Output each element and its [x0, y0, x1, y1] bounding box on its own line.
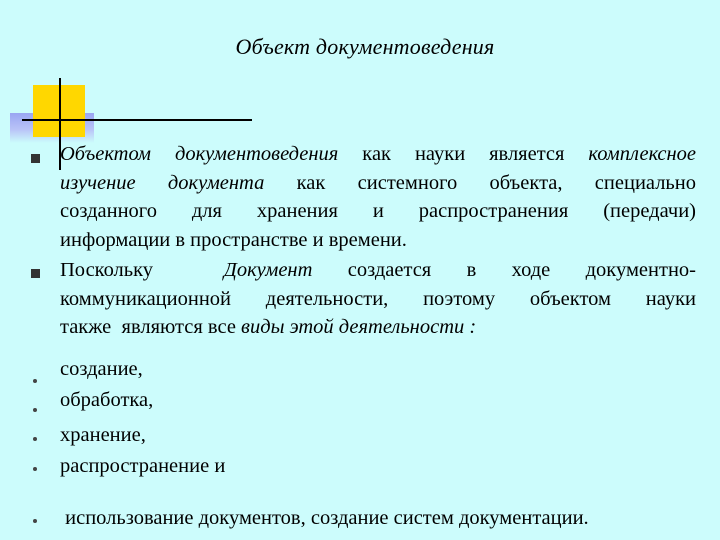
text-line [60, 226, 696, 255]
paragraph-reason [60, 256, 696, 342]
list-item: хранение, [60, 424, 146, 446]
text-line [60, 140, 696, 169]
list-item: обработка, [60, 389, 154, 411]
square-bullet-icon [31, 269, 40, 278]
paragraph-definition [60, 140, 696, 254]
slide-title: Объект документоведения [235, 34, 495, 59]
square-bullet-icon [31, 154, 40, 163]
italic-term: Объектом документоведения [60, 143, 339, 165]
italic-term: Документ [223, 259, 313, 281]
text-fragment: как науки является [338, 143, 589, 165]
text-fragment: информации в пространстве и времени. [60, 228, 407, 251]
text-fragment: созданного для хранения и распространения (передачи) [60, 200, 696, 222]
text-fragment: также являются все [60, 316, 242, 338]
text-line [60, 256, 696, 285]
text-line [60, 197, 696, 226]
list-item: использование документов, создание систем документации. [60, 507, 589, 529]
dot-bullet-icon [33, 519, 37, 523]
italic-term: изучение документа [60, 171, 265, 194]
text-fragment: Поскольку [60, 259, 224, 281]
dot-bullet-icon [33, 467, 37, 471]
list-item: распространение и [60, 455, 226, 477]
italic-term: виды этой деятельности : [241, 316, 477, 338]
text-line [60, 169, 696, 198]
list-item: создание, [60, 358, 143, 380]
text-line [60, 313, 696, 342]
dot-bullet-icon [33, 437, 37, 441]
italic-term: комплексное [588, 143, 696, 165]
decorative-horizontal-line [22, 119, 252, 121]
text-fragment: коммуникационной деятельности, поэтому объектом науки [60, 287, 696, 310]
text-fragment: как системного объекта, специально [264, 171, 696, 194]
dot-bullet-icon [33, 379, 37, 383]
text-line [60, 285, 696, 314]
text-fragment: создается в ходе документно- [312, 259, 697, 281]
dot-bullet-icon [33, 408, 37, 412]
